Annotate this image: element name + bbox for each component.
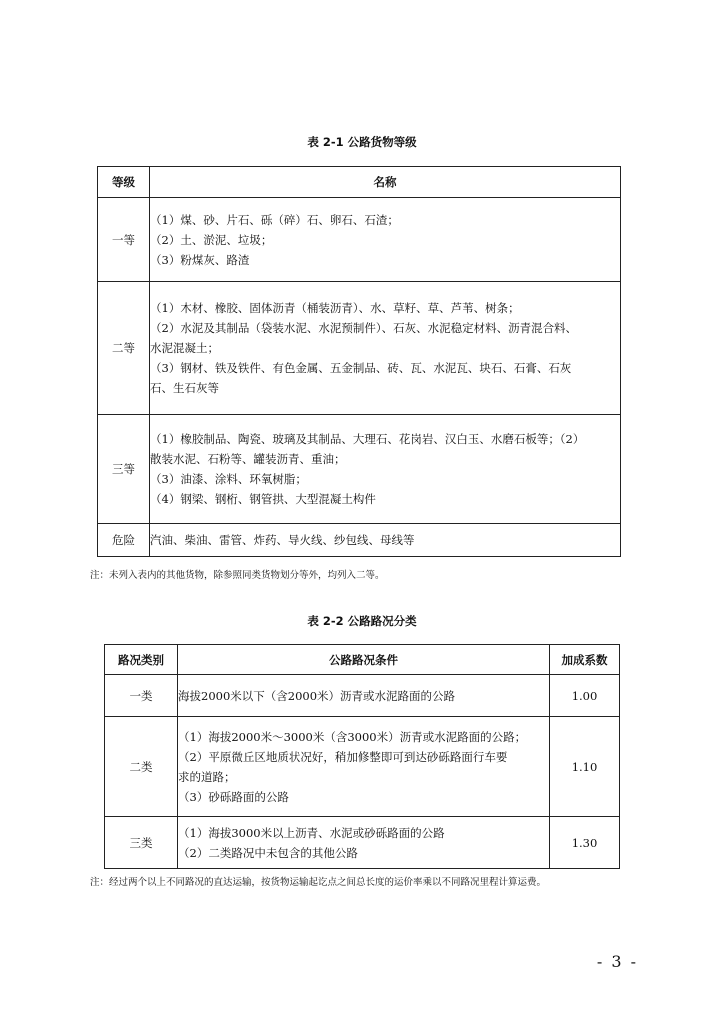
- table-header-row: [98, 167, 621, 198]
- goods-line: （1）橡胶制品、陶瓷、玻璃及其制品、大理石、花岗岩、汉白玉、水磨石板等；（2）: [150, 432, 585, 446]
- goods-line: 汽油、柴油、雷管、炸药、导火线、纱包线、母线等: [150, 533, 415, 547]
- goods-line: （3）油漆、涂料、环氧树脂；: [150, 472, 307, 486]
- goods-line: （1）煤、砂、片石、砾（碎）石、卵石、石渣；: [150, 212, 399, 227]
- table-row: [98, 198, 621, 282]
- grade-cell: 危险: [98, 524, 150, 557]
- goods-line: 石、生石灰等: [150, 381, 219, 395]
- goods-line: （1）木材、橡胶、固体沥青（桶装沥青）、水、草籽、草、芦苇、树条；: [150, 301, 520, 315]
- table2-note: 注：经过两个以上不同路况的直达运输，按货物运输起讫点之间总长度的运价率乘以不同路况里程计算运费。: [90, 877, 547, 888]
- grade-cell: 二等: [98, 282, 150, 415]
- category-cell: 二类: [105, 717, 178, 817]
- page-number: - 3 -: [596, 952, 638, 971]
- goods-line: （4）钢梁、钢桁、钢管拱、大型混凝土构件: [150, 492, 376, 506]
- factor-cell: 1.30: [550, 817, 620, 869]
- goods-line: 水泥混凝土；: [150, 341, 219, 355]
- table-row: [98, 524, 621, 557]
- table-row: [98, 415, 621, 524]
- condition-line: （1）海拔2000米～3000米（含3000米）沥青或水泥路面的公路；: [178, 729, 527, 744]
- category-cell: 三类: [105, 817, 178, 869]
- goods-line: （2）水泥及其制品（袋装水泥、水泥预制件）、石灰、水泥稳定材料、沥青混合料、: [150, 321, 578, 335]
- category-cell: 一类: [105, 675, 178, 717]
- header-category: 路况类别: [105, 645, 178, 675]
- condition-line: （3）砂砾路面的公路: [178, 789, 289, 804]
- goods-line: （3）粉煤灰、路渣: [150, 252, 250, 267]
- grade-cell: 一等: [98, 198, 150, 282]
- header-condition: 公路路况条件: [178, 645, 550, 675]
- goods-cell: [150, 524, 621, 557]
- header-grade: 等级: [98, 167, 150, 198]
- goods-line: 散装水泥、石粉等、罐装沥青、重油；: [150, 452, 346, 466]
- condition-line: （2）平原微丘区地质状况好，稍加修整即可到达砂砾路面行车要: [178, 749, 508, 764]
- table1-note: 注：未列入表内的其他货物，除参照同类货物划分等外，均列入二等。: [90, 570, 385, 581]
- table1-caption: 表 2-1 公路货物等级: [307, 135, 417, 149]
- factor-cell: 1.00: [550, 675, 620, 717]
- condition-cell: [178, 717, 550, 817]
- goods-line: （2）土、淤泥、垃圾；: [150, 232, 273, 247]
- condition-line: 求的道路；: [178, 769, 236, 784]
- header-name: 名称: [150, 167, 621, 198]
- header-factor: 加成系数: [550, 645, 620, 675]
- table-row: [105, 717, 620, 817]
- goods-line: （3）钢材、铁及铁件、有色金属、五金制品、砖、瓦、水泥瓦、块石、石膏、石灰: [150, 361, 572, 375]
- grade-cell: 三等: [98, 415, 150, 524]
- table-row: [98, 282, 621, 415]
- condition-line: 海拔2000米以下（含2000米）沥青或水泥路面的公路: [178, 688, 456, 703]
- goods-cell: [150, 415, 621, 524]
- factor-cell: 1.10: [550, 717, 620, 817]
- condition-line: （1）海拔3000米以上沥青、水泥或砂砾路面的公路: [178, 825, 445, 840]
- condition-cell: [178, 817, 550, 869]
- table-row: [105, 675, 620, 717]
- cargo-grade-table: [97, 166, 621, 557]
- table-row: [105, 817, 620, 869]
- table2-caption: 表 2-2 公路路况分类: [307, 614, 417, 628]
- goods-cell: [150, 198, 621, 282]
- condition-line: （2）二类路况中未包含的其他公路: [178, 845, 358, 860]
- condition-cell: [178, 675, 550, 717]
- goods-cell: [150, 282, 621, 415]
- road-condition-table: [104, 644, 620, 869]
- table-header-row: [105, 645, 620, 675]
